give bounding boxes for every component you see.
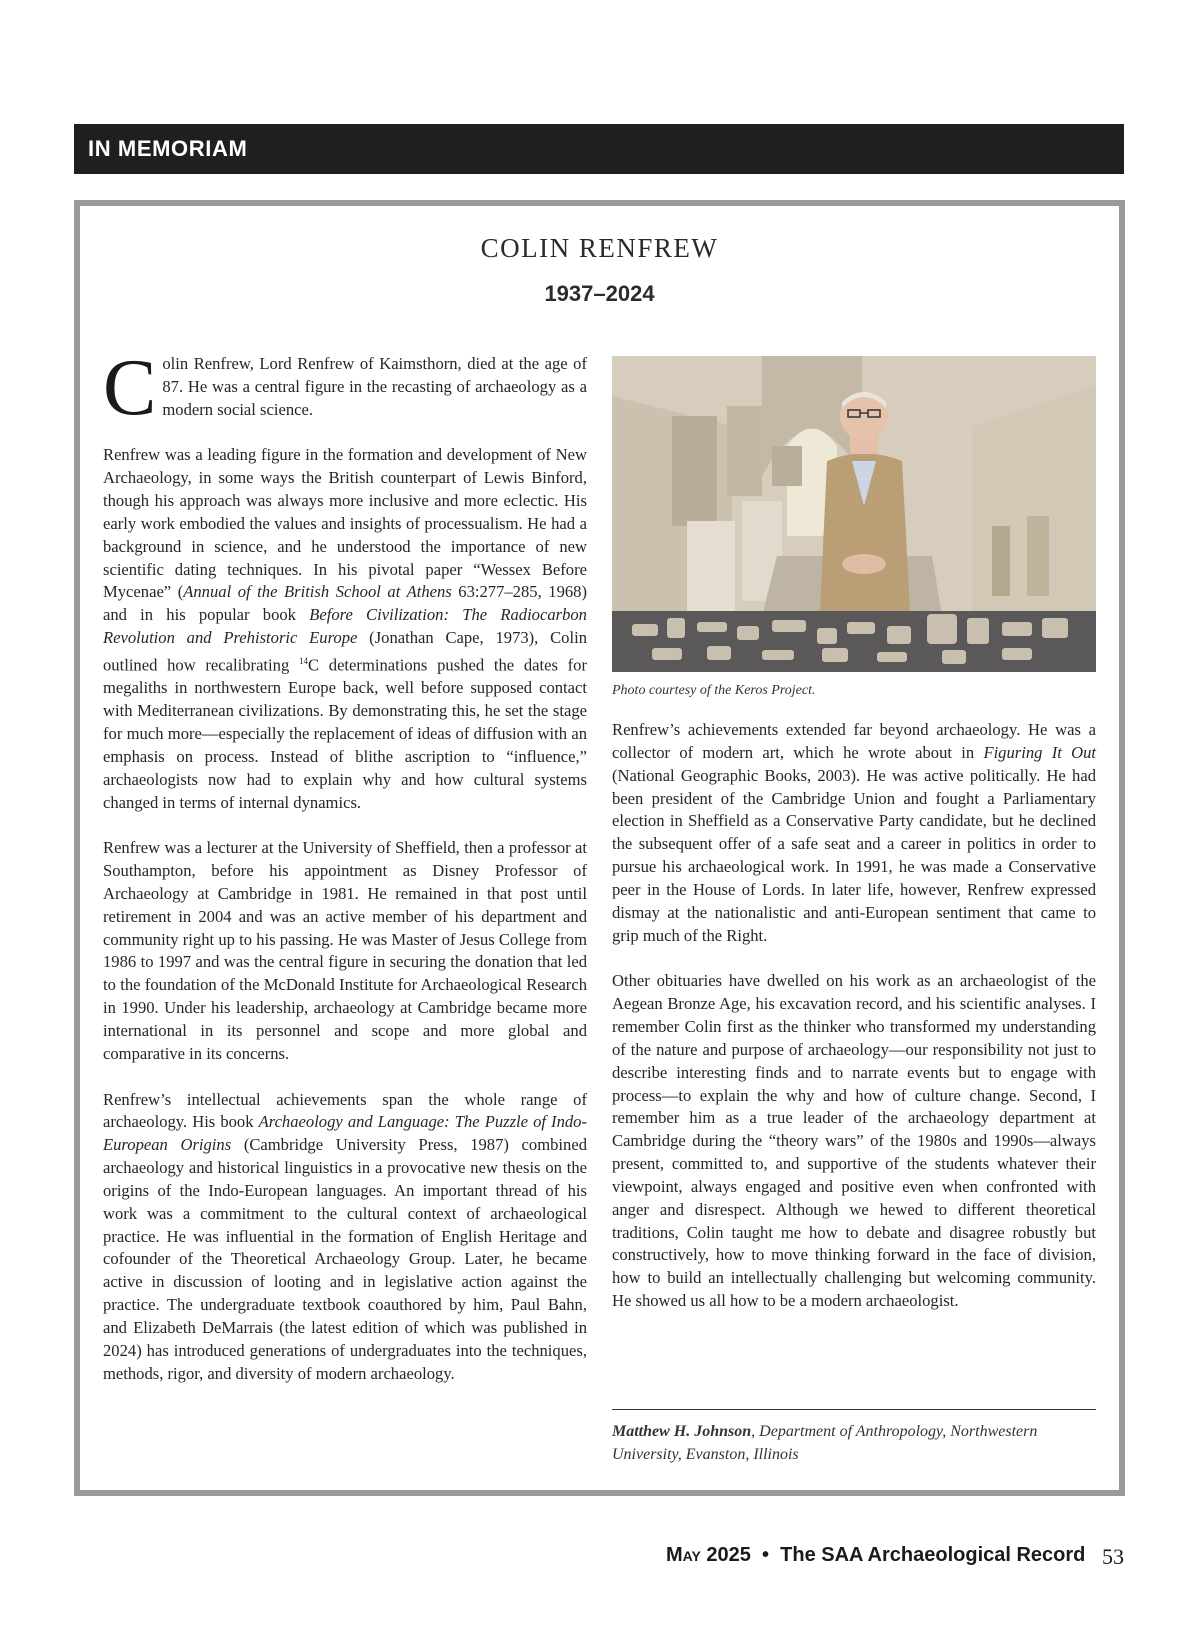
- p4-text-a: Renfrew’s achievements extended far beyond archaeology. He was a collector of modern art, which he wrote about in: [612, 720, 1096, 762]
- obituary-dates: 1937–2024: [544, 281, 655, 306]
- footer-separator: •: [762, 1544, 770, 1566]
- intro-paragraph: [103, 344, 587, 432]
- isotope-superscript: 14: [298, 655, 308, 666]
- p1-text-c: (Jonathan Cape, 1973), Colin outlined how recalibrating: [103, 628, 587, 675]
- page-footer: [666, 1544, 1086, 1567]
- paragraph-remembrance: Other obituaries have dwelled on his work as an archaeologist of the Aegean Bronze Age, his excavation record, and his scientific analyses. I remember Colin first as the thinker who transformed my understanding of the nature and purpose of archaeology—our responsibility not just to describe interesting finds and to narrate events but to engage with process—to explain the why and how of culture change. Second, I remember him as a true leader of the archaeology department at Cambridge during the “theory wars” of the 1980s and 1990s—always present, committed to, and supportive of the students whatever their viewpoint, always engaged and positive even when confronted with anger and disrespect. Although we hewed to different theoretical traditions, Colin taught me how to debate and disagree robustly but constructively, how to move thinking forward in the face of division, how to build an intellectually challenging but welcoming community. He showed us all how to be a modern archaeologist.: [612, 971, 1096, 1311]
- section-banner: IN MEMORIAM: [74, 124, 1124, 174]
- renfrew-photo: [612, 356, 1096, 672]
- p3-text-b: (Cambridge University Press, 1987) combined archaeology and historical linguistics in a provocative new thesis on the origins of the Indo-European languages. An important thread of his work was a commitment to the cultural context of archaeological practice. He was influential in the formation of English Heritage and cofounder of the Theoretical Archaeology Group. Later, he became active in discussion of looting and in legislative action against the practice. The undergraduate textbook coauthored by him, Paul Bahn, and Elizabeth DeMarrais (the latest edition of which was published in 2024) has introduced generations of undergraduates into the techniques, methods, rigor, and diversity of modern archaeology.: [103, 1135, 587, 1383]
- footer-issue-date: May 2025: [666, 1544, 751, 1566]
- author-credit: [612, 1420, 1096, 1466]
- paragraph-new-archaeology: [103, 444, 587, 814]
- footer-publication: The SAA Archaeological Record: [780, 1544, 1086, 1566]
- page-number: 53: [1102, 1544, 1124, 1569]
- left-column: [103, 344, 588, 1408]
- p3-text-a: Renfrew’s intellectual achievements span the whole range of archaeology. His book: [103, 1089, 587, 1132]
- book-title-archaeology-language: Archaeology and Language: The Puzzle of Indo-European Origins: [103, 1112, 587, 1155]
- author-divider: [612, 1409, 1096, 1410]
- right-column: [612, 719, 1096, 1336]
- obituary-name: COLIN RENFREW: [480, 233, 719, 263]
- paragraph-intellectual: [103, 1089, 587, 1386]
- p1-text-a: Renfrew was a leading figure in the formation and development of New Archaeology, in some ways the British counterpart of Lewis Binford, though his approach was always more inclusive and more eclectic. His early work embodied the values and insights of processualism. He had a background in science, and he understood the importance of new scientific dating techniques. In his pivotal paper “Wessex Before Mycenae” (: [103, 445, 587, 602]
- photo-caption: Photo courtesy of the Keros Project.: [612, 683, 816, 698]
- intro-text: olin Renfrew, Lord Renfrew of Kaimsthorn, died at the age of 87. He was a central figure in the recasting of archaeology as a modern social science.: [162, 354, 587, 419]
- p1-text-d: C determinations pushed the dates for megaliths in northwestern Europe back, well before supposed contact with Mediterranean civilizations. By demonstrating this, he set the stage for much more—especially the replacement of ideas of diffusion with an emphasis on process. Instead of blithe ascription to “influence,” archaeologists now had to explain why and how cultural systems changed in terms of internal dynamics.: [103, 655, 588, 812]
- paragraph-beyond-archaeology: [612, 719, 1096, 947]
- drop-cap: C: [103, 344, 157, 432]
- author-affiliation: , Department of Anthropology, Northwestern University, Evanston, Illinois: [612, 1423, 1038, 1463]
- paragraph-career: Renfrew was a lecturer at the University of Sheffield, then a professor at Southampton, before his appointment as Disney Professor of Archaeology at Cambridge in 1981. He remained in that post until retirement in 2004 and was an active member of his department and community right up to his passing. He was Master of Jesus College from 1986 to 1997 and was the central figure in securing the donation that led to the foundation of the McDonald Institute for Archaeological Research in 1990. Under his leadership, archaeology at Cambridge became more international in its personnel and scope and more global and comparative in its concerns.: [103, 838, 587, 1063]
- p4-text-b: (National Geographic Books, 2003). He was active politically. He had been president of the Cambridge Union and fought a Parliamentary election in Sheffield as a Conservative Party candidate, but he declined the subsequent offer of a safe seat and a career in politics in order to pursue his archaeological work. In 1991, he was made a Conservative peer in the House of Lords. In later life, however, Renfrew expressed dismay at the nationalistic and anti-European sentiment that came to grip much of the Right.: [612, 765, 1096, 945]
- photo-illustration: [612, 356, 1096, 672]
- p1-text-b: 63:277–285, 1968) and in his popular book: [103, 582, 587, 625]
- journal-title: Annual of the British School at Athens: [183, 582, 452, 602]
- author-name: Matthew H. Johnson: [612, 1423, 752, 1440]
- book-title-figuring-it-out: Figuring It Out: [983, 742, 1097, 762]
- book-title-before-civilization: Before Civilization: The Radiocarbon Revolution and Prehistoric Europe: [103, 605, 587, 648]
